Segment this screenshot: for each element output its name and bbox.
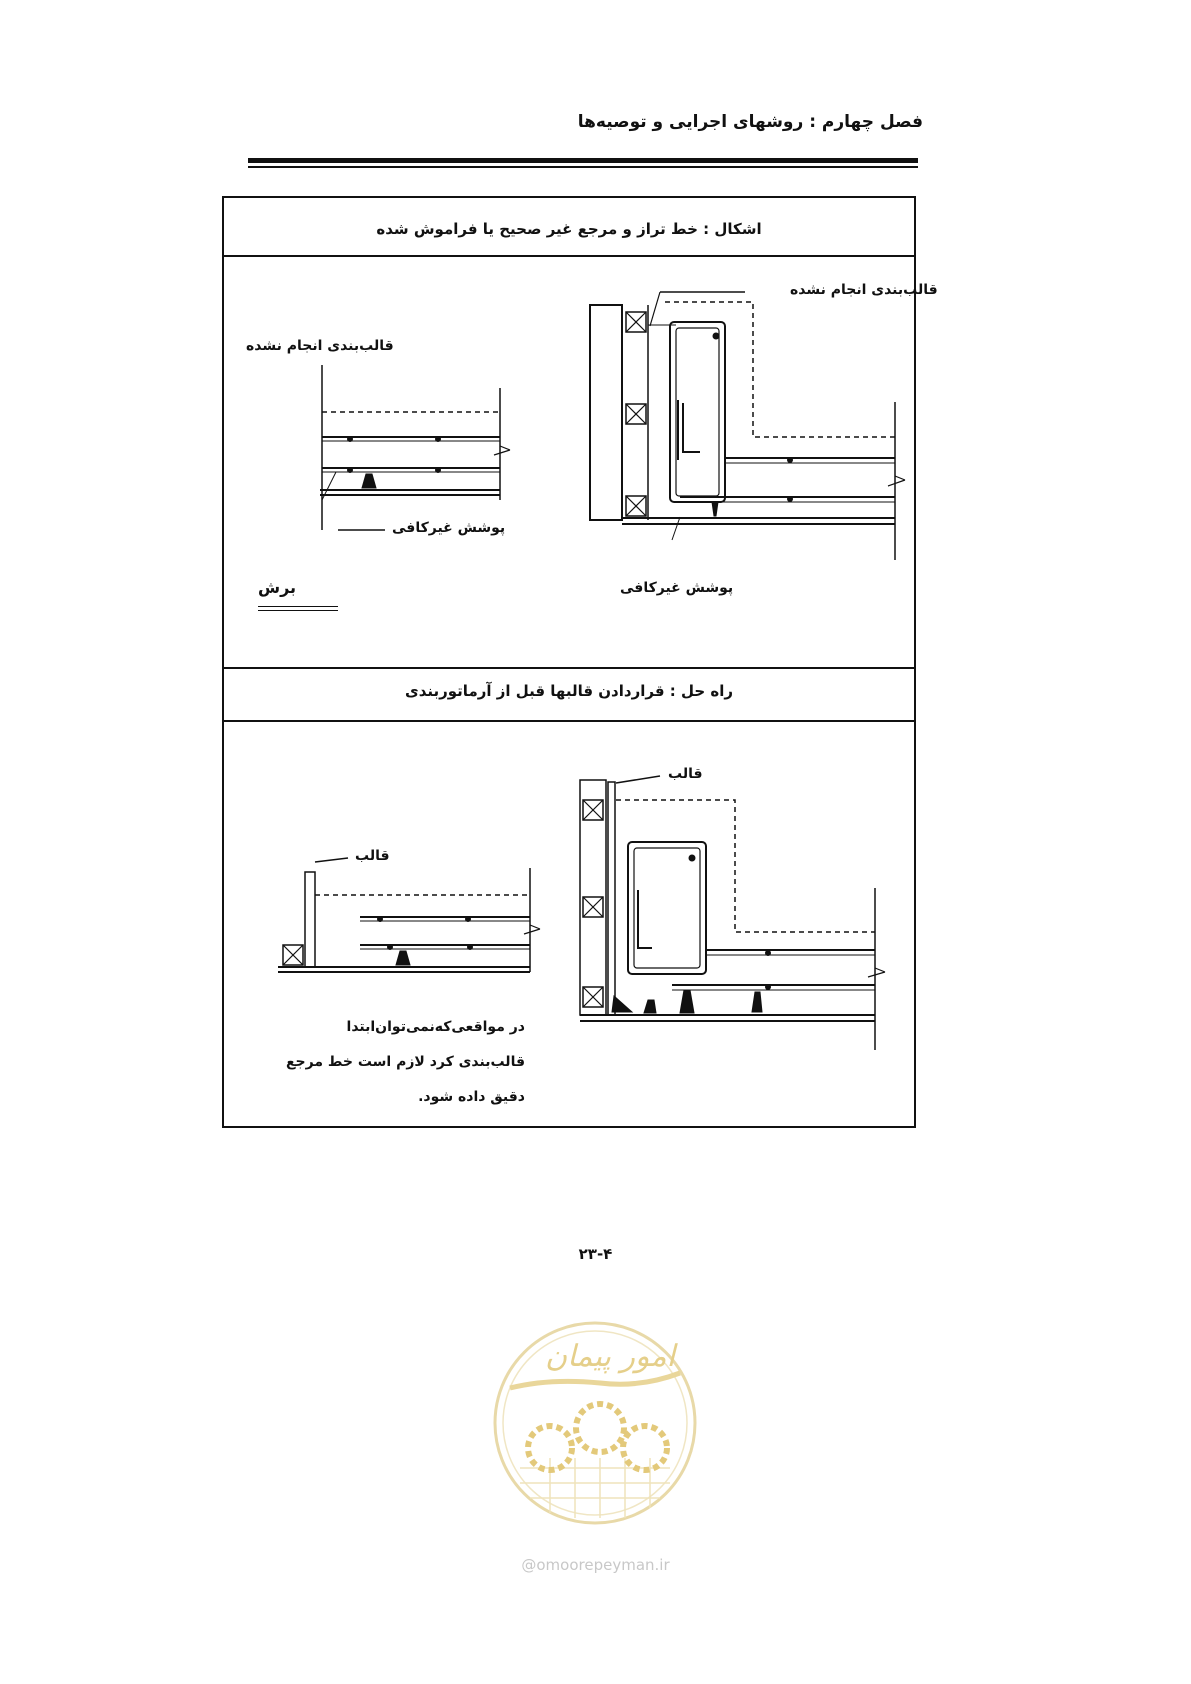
problem-title: اشکال : خط تراز و مرجع غیر صحیح یا فراموش شده [376,220,762,238]
solution-title: راه حل : قراردادن قالبها قبل از آرماتوربندی [404,682,734,700]
watermark-logo-text: امور پیمان [545,1339,675,1374]
problem-left-label-formwork: قالب‌بندی انجام نشده [246,338,394,354]
solution-right-drawing [580,780,885,1050]
solution-right-label-formwork: قالب [668,766,703,782]
solution-left-drawing [278,868,540,972]
problem-right-label-formwork: قالب‌بندی انجام نشده [790,282,938,298]
solution-note: در مواقعی‌که‌نمی‌توان‌ابتدا قالب‌بندی کرد لازم است خط مرجع دقیق داده شود. [285,1019,525,1105]
section-underline [258,606,338,611]
chapter-header: فصل چهارم : روشهای اجرایی و توصیه‌ها [577,112,923,132]
problem-left-label-cover: پوشش غیرکافی [392,520,506,536]
solution-left-label-formwork: قالب [355,848,390,864]
problem-left-drawing [320,365,510,530]
problem-right-label-cover: پوشش غیرکافی [620,580,734,596]
watermark-url: @omoorepeyman.ir [521,1556,670,1574]
section-label: برش [258,578,297,597]
page-number: ۲۳-۴ [578,1245,613,1263]
problem-right-drawing [590,302,905,560]
watermark-logo [490,1318,700,1548]
